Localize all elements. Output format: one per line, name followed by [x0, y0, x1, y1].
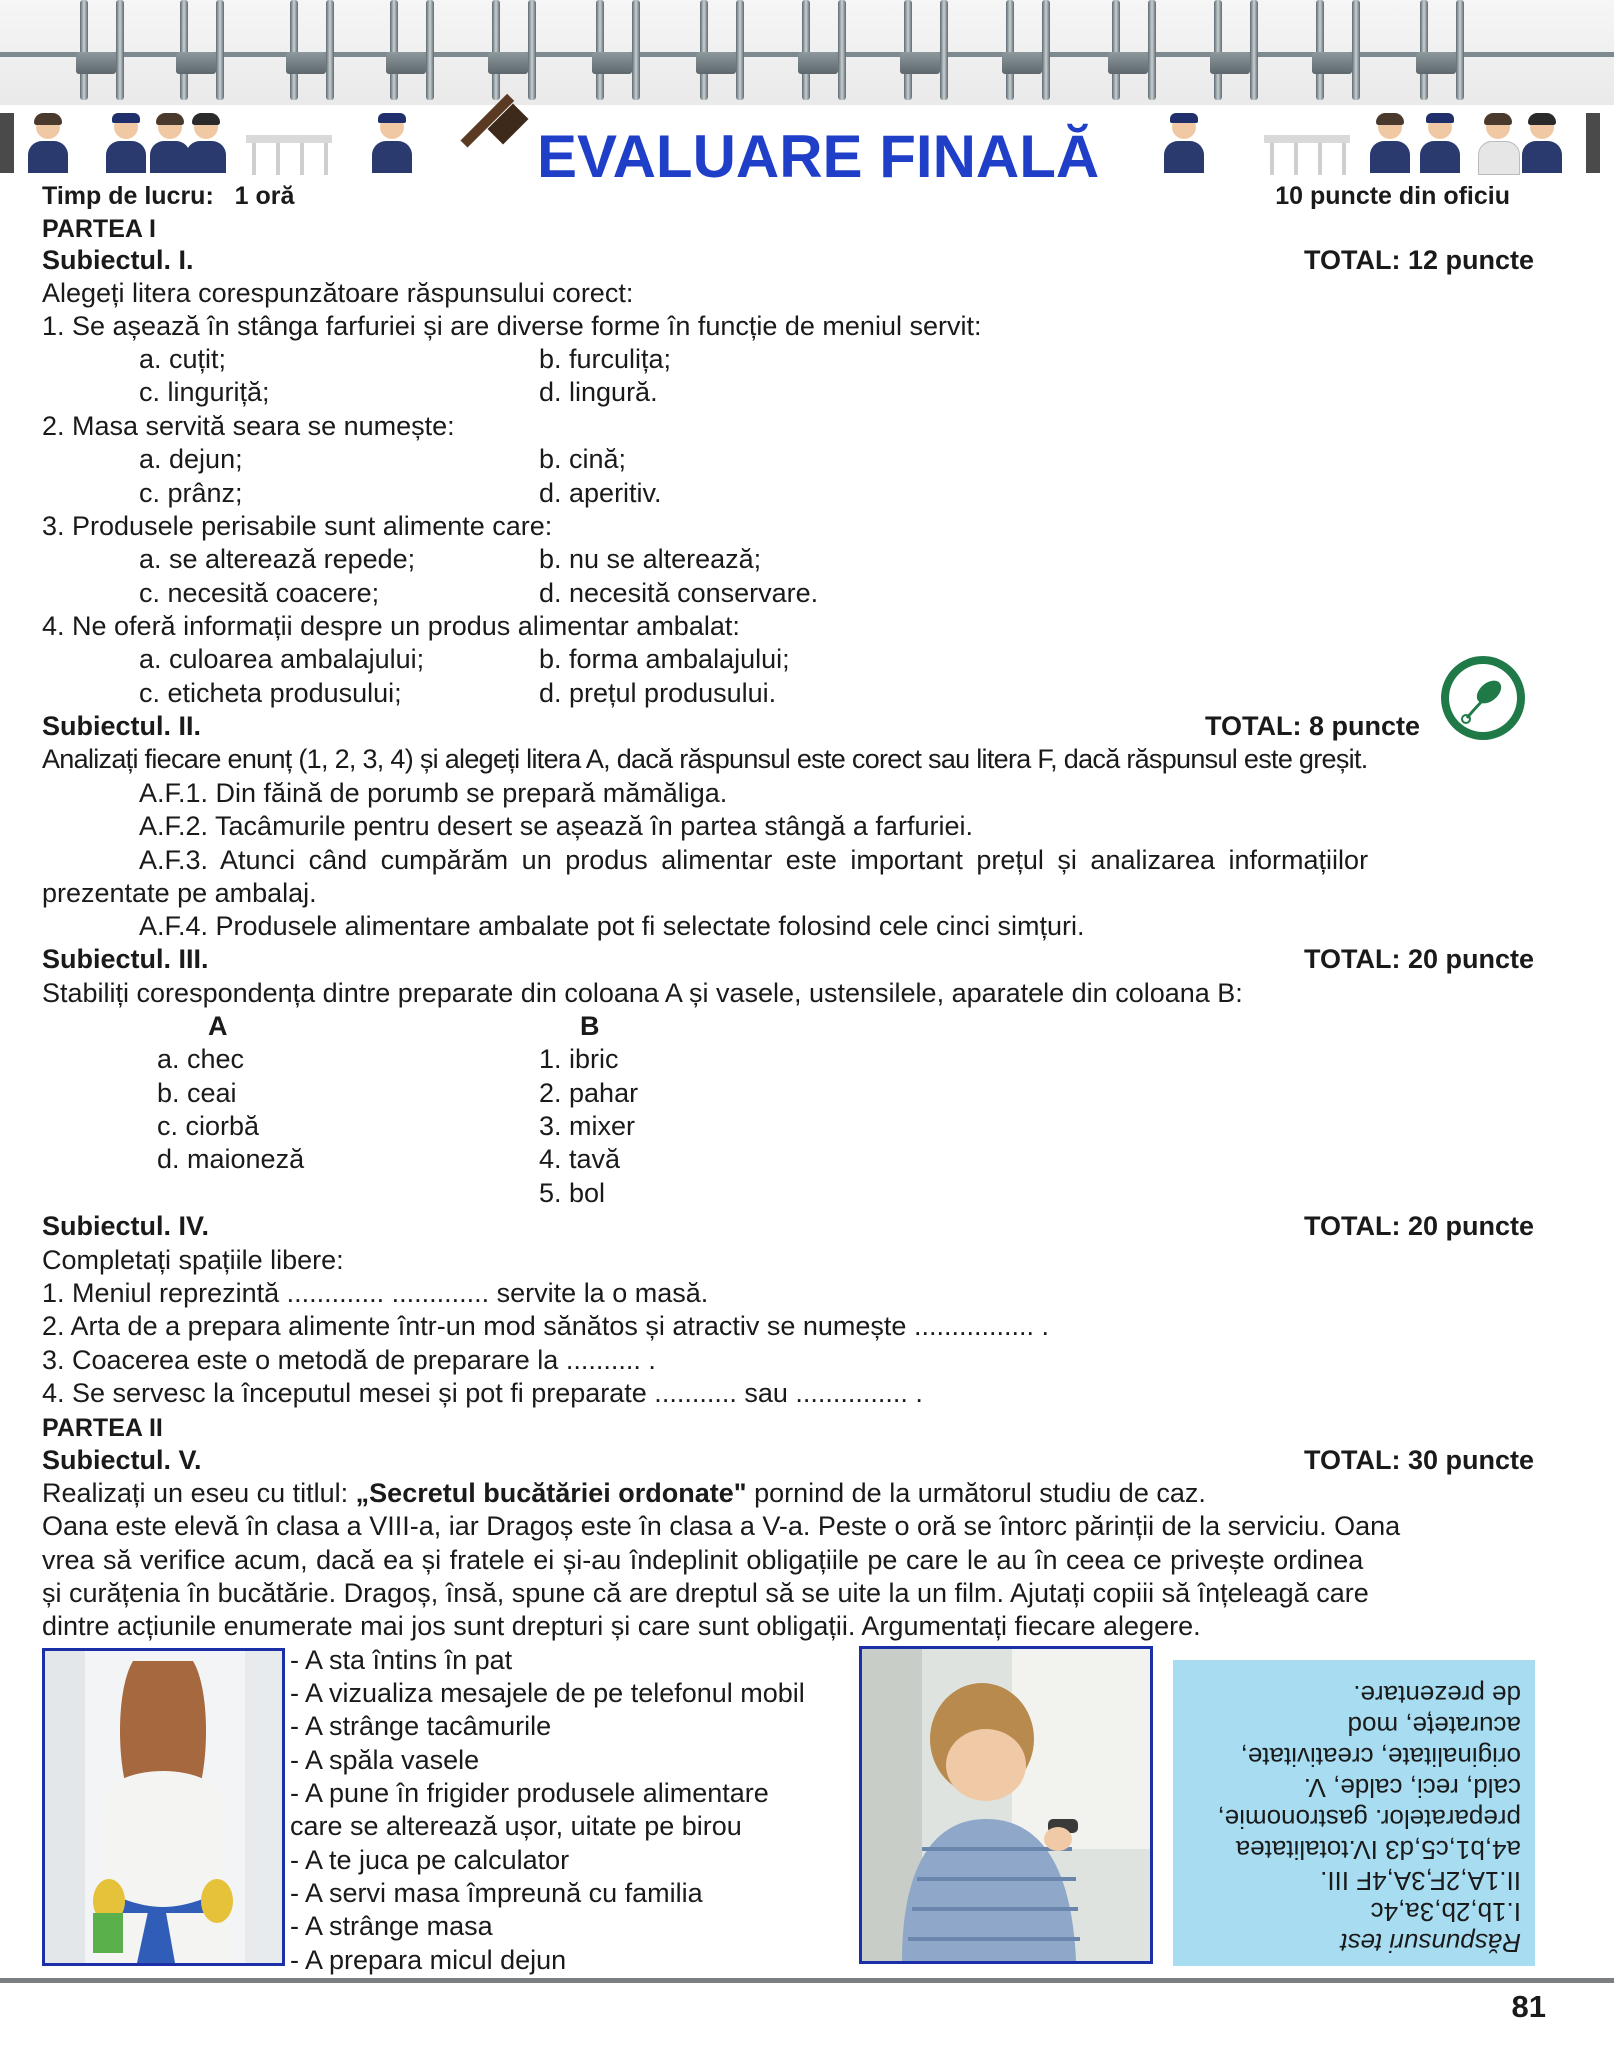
- option: c. necesită coacere;: [139, 578, 380, 608]
- fill-in-item: 2. Arta de a prepara alimente într-un mod sănătos și atractiv se numește ................ .: [42, 1311, 1049, 1341]
- binder-ring: [940, 0, 948, 100]
- binder-clip: [488, 52, 528, 74]
- action-item-continuation: care se alterează ușor, uitate pe birou: [290, 1811, 742, 1841]
- column-b-item: 3. mixer: [539, 1111, 636, 1141]
- case-study-line: dintre acțiunile enumerate mai jos sunt drepturi și care sunt obligații. Argumentați fiecare alegere.: [42, 1611, 1201, 1641]
- section-total: TOTAL: 30 puncte: [1303, 1445, 1534, 1475]
- option: c. prânz;: [139, 478, 243, 508]
- action-item: - A te juca pe calculator: [290, 1845, 570, 1875]
- option: d. aperitiv.: [539, 478, 662, 508]
- binder-clip: [1312, 52, 1352, 74]
- police-icon: [1162, 113, 1206, 173]
- binder-ring: [528, 0, 536, 100]
- column-a-item: b. ceai: [157, 1078, 237, 1108]
- option: c. linguriță;: [139, 377, 270, 407]
- statement: A.F.4. Produsele alimentare ambalate pot fi selectate folosind cele cinci simțuri.: [139, 911, 1085, 941]
- binder-ring: [390, 0, 398, 100]
- option: d. lingură.: [539, 377, 658, 407]
- binder-ring: [1214, 0, 1222, 100]
- chef-icon: [1476, 113, 1520, 173]
- binder-ring: [426, 0, 434, 100]
- binder-ring: [1148, 0, 1156, 100]
- police-icon: [370, 113, 414, 173]
- essay-title: „Secretul bucătăriei ordonate": [355, 1478, 747, 1508]
- action-item: - A prepara micul dejun: [290, 1945, 567, 1975]
- binder-ring: [700, 0, 708, 100]
- binder-ring: [1250, 0, 1258, 100]
- binder-ring: [290, 0, 298, 100]
- answer-key-line: preparatelor. gastronomie,: [1217, 1804, 1521, 1834]
- case-study-line: Oana este elevă în clasa a VIII-a, iar Dragoș este în clasa a V-a. Peste o oră se întorc părinții de la serviciu. Oana: [42, 1511, 1401, 1541]
- binder-ring: [1316, 0, 1324, 100]
- answer-key-title: Răspunsuri test: [1340, 1928, 1521, 1958]
- binder-clip: [386, 52, 426, 74]
- option: a. dejun;: [139, 444, 243, 474]
- binder-ring: [736, 0, 744, 100]
- option: b. furculița;: [539, 344, 672, 374]
- column-a-item: d. maioneză: [157, 1144, 305, 1174]
- hammer-icon: [456, 111, 526, 177]
- part-label: PARTEA II: [42, 1414, 163, 1442]
- binder-ring: [326, 0, 334, 100]
- action-item: - A spăla vasele: [290, 1745, 480, 1775]
- binder-ring: [1042, 0, 1050, 100]
- section-total: TOTAL: 20 puncte: [1303, 944, 1534, 974]
- binder-ring: [1112, 0, 1120, 100]
- action-item: - A strânge tacâmurile: [290, 1711, 552, 1741]
- case-study-line: și curățenia în bucătărie. Dragoș, însă, spune că are dreptul să se uite la un film. Ajutați copiii să înțeleagă care: [42, 1578, 1369, 1608]
- binder-ring: [1420, 0, 1428, 100]
- boy-watching-tv-photo: [859, 1646, 1153, 1964]
- statement: A.F.1. Din făină de porumb se prepară mămăliga.: [139, 778, 728, 808]
- binder-ring: [216, 0, 224, 100]
- answer-key-box: [1173, 1660, 1535, 1966]
- section-heading: Subiectul. IV.: [42, 1211, 210, 1241]
- section-total: TOTAL: 20 puncte: [1303, 1211, 1534, 1241]
- essay-prompt-text: Realizați un eseu cu titlul:: [42, 1478, 356, 1508]
- statement: A.F.3. Atunci când cumpărăm un produs alimentar este important prețul și analizarea informațiilor: [139, 845, 1369, 875]
- binder-ring: [492, 0, 500, 100]
- binder-clip: [592, 52, 632, 74]
- question: 2. Masa servită seara se numește:: [42, 411, 455, 441]
- option: b. cină;: [539, 444, 627, 474]
- leaf-icon: [1437, 652, 1529, 744]
- statement-continuation: prezentate pe ambalaj.: [42, 878, 317, 908]
- binder-ring: [80, 0, 88, 100]
- person-icon: [1368, 113, 1412, 173]
- section-heading: Subiectul. II.: [42, 711, 202, 741]
- column-b-header: B: [580, 1011, 600, 1041]
- binder-clip: [286, 52, 326, 74]
- answer-key-line: a4,b1,c5,d3 IV.totalitatea: [1235, 1835, 1521, 1865]
- action-item: - A pune în frigider produsele alimentare: [290, 1778, 769, 1808]
- binder-ring: [1006, 0, 1014, 100]
- time-label-text: Timp de lucru:: [42, 182, 214, 210]
- bonus-points: 10 puncte din oficiu: [1275, 182, 1510, 210]
- binder-clip: [76, 52, 116, 74]
- person-icon: [1520, 113, 1564, 173]
- police-icon: [1418, 113, 1462, 173]
- fill-in-item: 3. Coacerea este o metodă de preparare la .......... .: [42, 1345, 656, 1375]
- binder-clip: [176, 52, 216, 74]
- question: 1. Se așează în stânga farfuriei și are diverse forme în funcție de meniul servit:: [42, 311, 982, 341]
- binder-clip: [696, 52, 736, 74]
- binder-ring: [904, 0, 912, 100]
- case-study-line: vrea să verifice acum, dacă ea și fratele ei și-au îndeplinit obligațiile pe care le au în ceea ce privește ordinea: [42, 1545, 1364, 1575]
- binder-ring: [116, 0, 124, 100]
- answer-key-text: [1173, 1660, 1535, 1966]
- table-icon: [1264, 135, 1350, 175]
- column-b-item: 1. ibric: [539, 1044, 619, 1074]
- instruction: Completați spațiile libere:: [42, 1245, 344, 1275]
- time-value: 1 oră: [234, 182, 295, 210]
- essay-prompt: [42, 1477, 1206, 1510]
- fill-in-item: 4. Se servesc la începutul mesei și pot fi preparate ........... sau ............... .: [42, 1378, 923, 1408]
- binder-ring: [1456, 0, 1464, 100]
- option: d. necesită conservare.: [539, 578, 819, 608]
- column-b-item: 2. pahar: [539, 1078, 639, 1108]
- section-heading: Subiectul. III.: [42, 944, 209, 974]
- binder-ring: [632, 0, 640, 100]
- question: 4. Ne oferă informații despre un produs alimentar ambalat:: [42, 611, 740, 641]
- binder-clip: [1416, 52, 1456, 74]
- action-item: - A strânge masa: [290, 1911, 493, 1941]
- instruction: Stabiliți corespondența dintre preparate din coloana A și vasele, ustensilele, aparatele din coloana B:: [42, 978, 1243, 1008]
- part-label: PARTEA I: [42, 215, 156, 243]
- answer-key-line: I.1b,2b,3a,4c: [1370, 1897, 1521, 1927]
- binder-clip: [798, 52, 838, 74]
- footer-rule: [0, 1978, 1614, 1983]
- section-heading: Subiectul. V.: [42, 1445, 202, 1475]
- essay-prompt-text: pornind de la următorul studiu de caz.: [746, 1478, 1206, 1508]
- instruction: Analizați fiecare enunț (1, 2, 3, 4) și alegeți litera A, dacă răspunsul este corect sau litera F, dacă răspunsul este greșit.: [42, 744, 1368, 774]
- action-item: - A vizualiza mesajele de pe telefonul mobil: [290, 1678, 805, 1708]
- binder-ring: [802, 0, 810, 100]
- section-total: TOTAL: 8 puncte: [1205, 711, 1420, 741]
- column-a-item: a. chec: [157, 1044, 245, 1074]
- question: 3. Produsele perisabile sunt alimente care:: [42, 511, 553, 541]
- binder-strip: [0, 0, 1614, 108]
- action-item: - A sta întins în pat: [290, 1645, 513, 1675]
- option: d. prețul produsului.: [539, 678, 777, 708]
- binder-ring: [1352, 0, 1360, 100]
- binder-ring: [180, 0, 188, 100]
- column-b-item: 5. bol: [539, 1178, 606, 1208]
- binder-clip: [1108, 52, 1148, 74]
- binder-clip: [900, 52, 940, 74]
- statement: A.F.2. Tacâmurile pentru desert se așează în partea stângă a farfuriei.: [139, 811, 973, 841]
- action-item: - A servi masa împreună cu familia: [290, 1878, 703, 1908]
- police-icon: [104, 113, 148, 173]
- answer-key-line: II.1A,2F,3A,4F III.: [1320, 1866, 1521, 1896]
- answer-key-line: acuratețe, mod: [1347, 1711, 1521, 1741]
- binder-clip: [1210, 52, 1250, 74]
- answer-key-line: cald, reci, calde, V.: [1303, 1773, 1521, 1803]
- table-icon: [246, 135, 332, 175]
- page-number: 81: [1511, 1989, 1546, 2024]
- instruction: Alegeți litera corespunzătoare răspunsului corect:: [42, 278, 634, 308]
- binder-ring: [838, 0, 846, 100]
- page-title: EVALUARE FINALĂ: [537, 123, 1100, 190]
- option: a. culoarea ambalajului;: [139, 644, 425, 674]
- column-a-header: A: [208, 1011, 228, 1041]
- time-label: [42, 180, 294, 213]
- section-heading: Subiectul. I.: [42, 245, 194, 275]
- person-icon: [26, 113, 70, 173]
- fill-in-item: 1. Meniul reprezintă ............. ............. servite la o masă.: [42, 1278, 709, 1308]
- woman-cleaning-photo: [42, 1648, 285, 1966]
- option: c. eticheta produsului;: [139, 678, 402, 708]
- option: b. nu se alterează;: [539, 544, 762, 574]
- band-edge: [1586, 113, 1600, 173]
- answer-key-line: de prezentare.: [1353, 1680, 1521, 1710]
- binder-ring: [596, 0, 604, 100]
- column-b-item: 4. tavă: [539, 1144, 621, 1174]
- column-a-item: c. ciorbă: [157, 1111, 260, 1141]
- band-edge: [0, 113, 14, 173]
- option: a. se alterează repede;: [139, 544, 416, 574]
- answer-key-line: originalitate, creativitate,: [1240, 1742, 1521, 1772]
- option: a. cuțit;: [139, 344, 227, 374]
- section-total: TOTAL: 12 puncte: [1303, 245, 1534, 275]
- option: b. forma ambalajului;: [539, 644, 790, 674]
- binder-clip: [1002, 52, 1042, 74]
- person-icon: [184, 113, 228, 173]
